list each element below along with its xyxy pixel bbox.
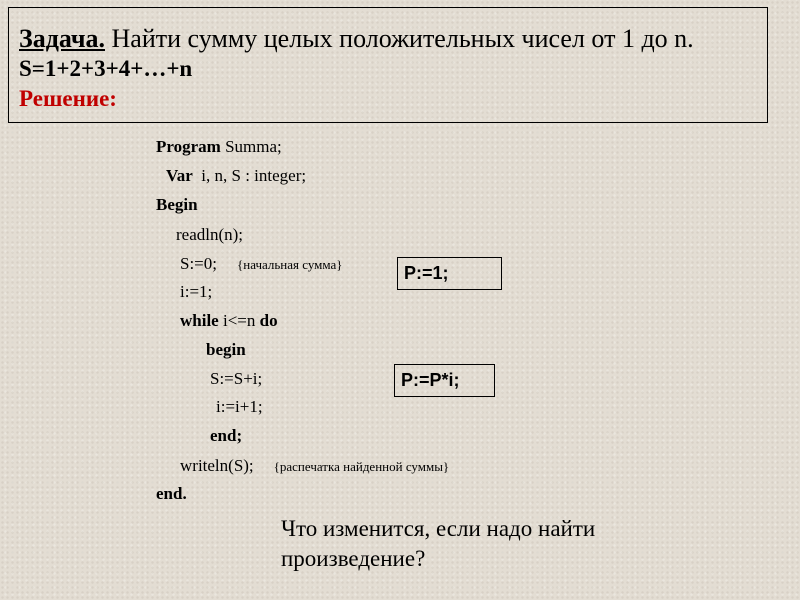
code-line-i-init: i:=1; xyxy=(180,282,213,301)
keyword-var: Var xyxy=(166,166,193,185)
s-init-comment: {начальная сумма} xyxy=(237,257,343,272)
hint-p-init: P:=1; xyxy=(397,257,502,290)
code-line-program xyxy=(156,137,282,157)
solution-heading: Решение: xyxy=(19,86,117,111)
code-line-writeln xyxy=(180,456,449,477)
writeln-comment: {распечатка найденной суммы} xyxy=(273,459,450,474)
program-name: Summa; xyxy=(220,137,282,156)
code-line-while xyxy=(180,311,278,331)
code-line-begin: Begin xyxy=(156,195,198,214)
task-text: Найти сумму целых положительных чисел от 1 до n. xyxy=(105,24,694,53)
code-line-inner-begin: begin xyxy=(206,340,246,359)
question-text: Что изменится, если надо найти произведение? xyxy=(281,516,596,571)
sum-formula: S=1+2+3+4+…+n xyxy=(19,56,193,81)
keyword-program: Program xyxy=(156,137,221,156)
task-label: Задача. xyxy=(19,24,105,53)
task-box xyxy=(8,7,768,123)
code-line-s-init xyxy=(180,254,343,275)
keyword-do: do xyxy=(259,311,278,330)
code-line-s-update: S:=S+i; xyxy=(210,369,263,388)
code-line-var xyxy=(166,166,306,186)
var-declaration: i, n, S : integer; xyxy=(192,166,307,185)
while-condition: i<=n xyxy=(218,311,260,330)
task-statement xyxy=(19,24,694,54)
s-init-statement: S:=0; xyxy=(180,254,217,273)
writeln-statement: writeln(S); xyxy=(180,456,254,475)
keyword-while: while xyxy=(180,311,219,330)
hint-p-update: P:=P*i; xyxy=(394,364,495,397)
code-line-i-update: i:=i+1; xyxy=(216,397,263,416)
code-line-inner-end: end; xyxy=(210,426,243,445)
code-line-end: end. xyxy=(156,484,187,503)
code-line-readln: readln(n); xyxy=(176,225,244,244)
